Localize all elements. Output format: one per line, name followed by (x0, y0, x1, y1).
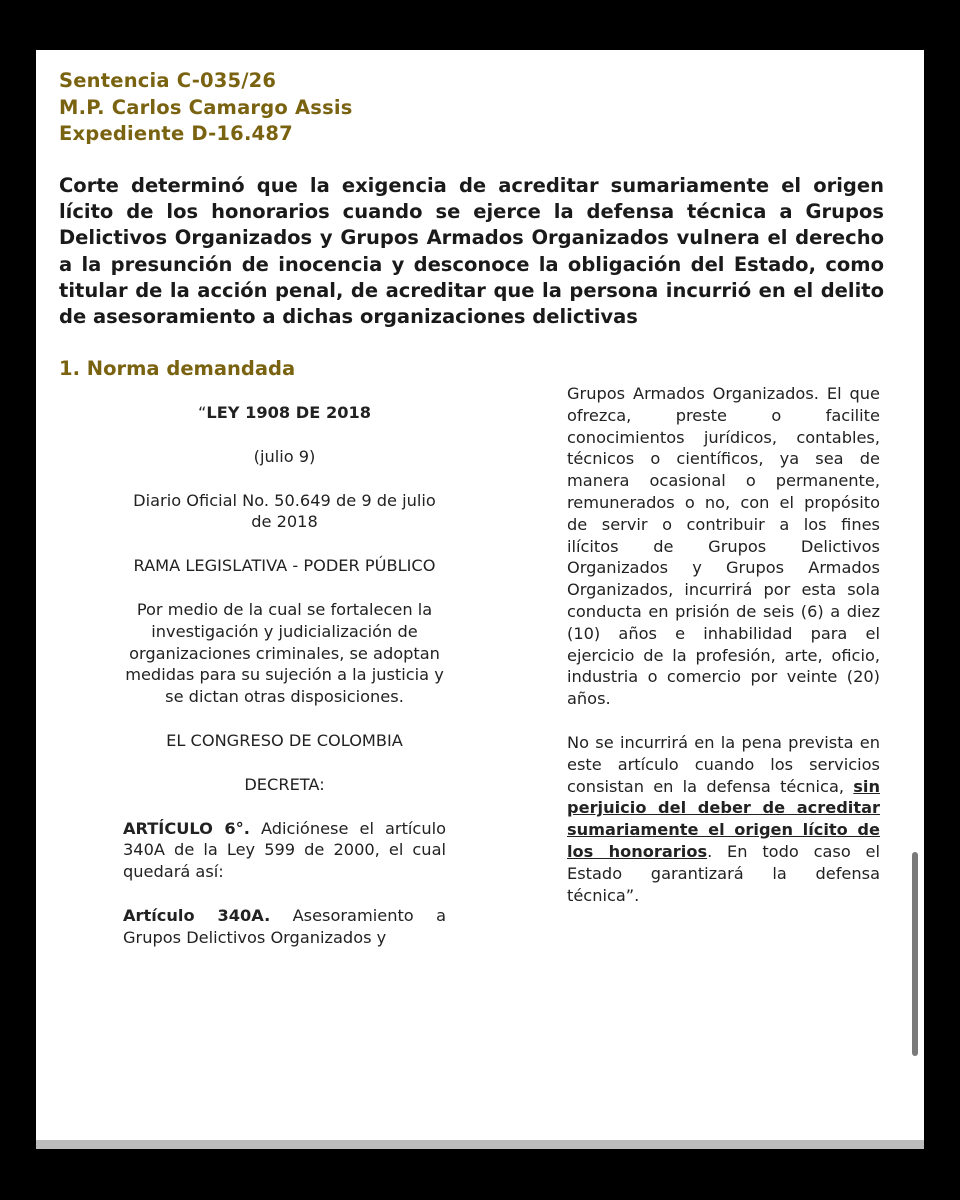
vertical-scrollbar[interactable] (912, 852, 918, 1056)
article-340a-continued: Grupos Armados Organizados. El que ofrezca, preste o facilite conocimientos jurídicos, contables, técnicos o científicos, ya sea de manera ocasional o permanente, remunerados o no, con el propósito de servir o contribuir a los fines ilícitos de Grupos Delictivos Organizados y Grupos Armados Organizados, incurrirá por esta sola conducta en prisión de seis (6) a diez (10) años e inhabilidad para el ejercicio de la profesión, arte, oficio, industria o comercio por veinte (20) años. (567, 384, 880, 709)
law-decree: DECRETA: (244, 774, 325, 794)
article-340a-exception: No se incurrirá en la pena prevista en este artículo cuando los servicios consistan en la defensa técnica, sin perjuicio del deber de acreditar sumariamente el origen lícito de los honorarios. En todo caso el Estado garantizará la defensa técnica”. (567, 732, 880, 905)
law-date: (julio 9) (253, 446, 316, 466)
file-number: Expediente D-16.487 (59, 122, 293, 145)
law-text-left-column (123, 402, 446, 971)
law-purpose: Por medio de la cual se fortalecen la investigación y judicialización de organizaciones criminales, se adoptan medidas para su sujeción a la justicia y se dictan otras disposiciones. (125, 599, 444, 707)
law-text-right-column (567, 383, 880, 928)
page-bottom-edge (36, 1140, 924, 1149)
law-branch: RAMA LEGISLATIVA - PODER PÚBLICO (133, 556, 436, 576)
ruling-summary: Corte determinó que la exigencia de acreditar sumariamente el origen lícito de los honorarios cuando se ejerce la defensa técnica a Grupos Delictivos Organizados y Grupos Armados Organizados vulnera el derecho a la presunción de inocencia y desconoce la obligación del Estado, como titular de la acción penal, de acreditar que la persona incurrió en el delito de asesoramiento a dichas organizaciones delictivas (59, 174, 884, 329)
section-title: 1. Norma demandada (59, 357, 296, 380)
magistrate: M.P. Carlos Camargo Assis (59, 95, 353, 119)
law-congress: EL CONGRESO DE COLOMBIA (166, 730, 403, 750)
challenged-text: sin perjuicio del deber de acreditar sumariamente el origen lícito de los honorarios (567, 776, 880, 861)
article-6: ARTÍCULO 6°. Adiciónese el artículo 340A de la Ley 599 de 2000, el cual quedará así: (123, 818, 446, 882)
law-title: “LEY 1908 DE 2018 (198, 403, 371, 422)
document-page (36, 50, 924, 1140)
law-gazette: Diario Oficial No. 50.649 de 9 de julio de 2018 (133, 490, 436, 532)
case-number: Sentencia C-035/26 (59, 69, 277, 92)
case-header (59, 68, 353, 148)
article-340a-start: Artículo 340A. Asesoramiento a Grupos Delictivos Organizados y (123, 905, 446, 947)
